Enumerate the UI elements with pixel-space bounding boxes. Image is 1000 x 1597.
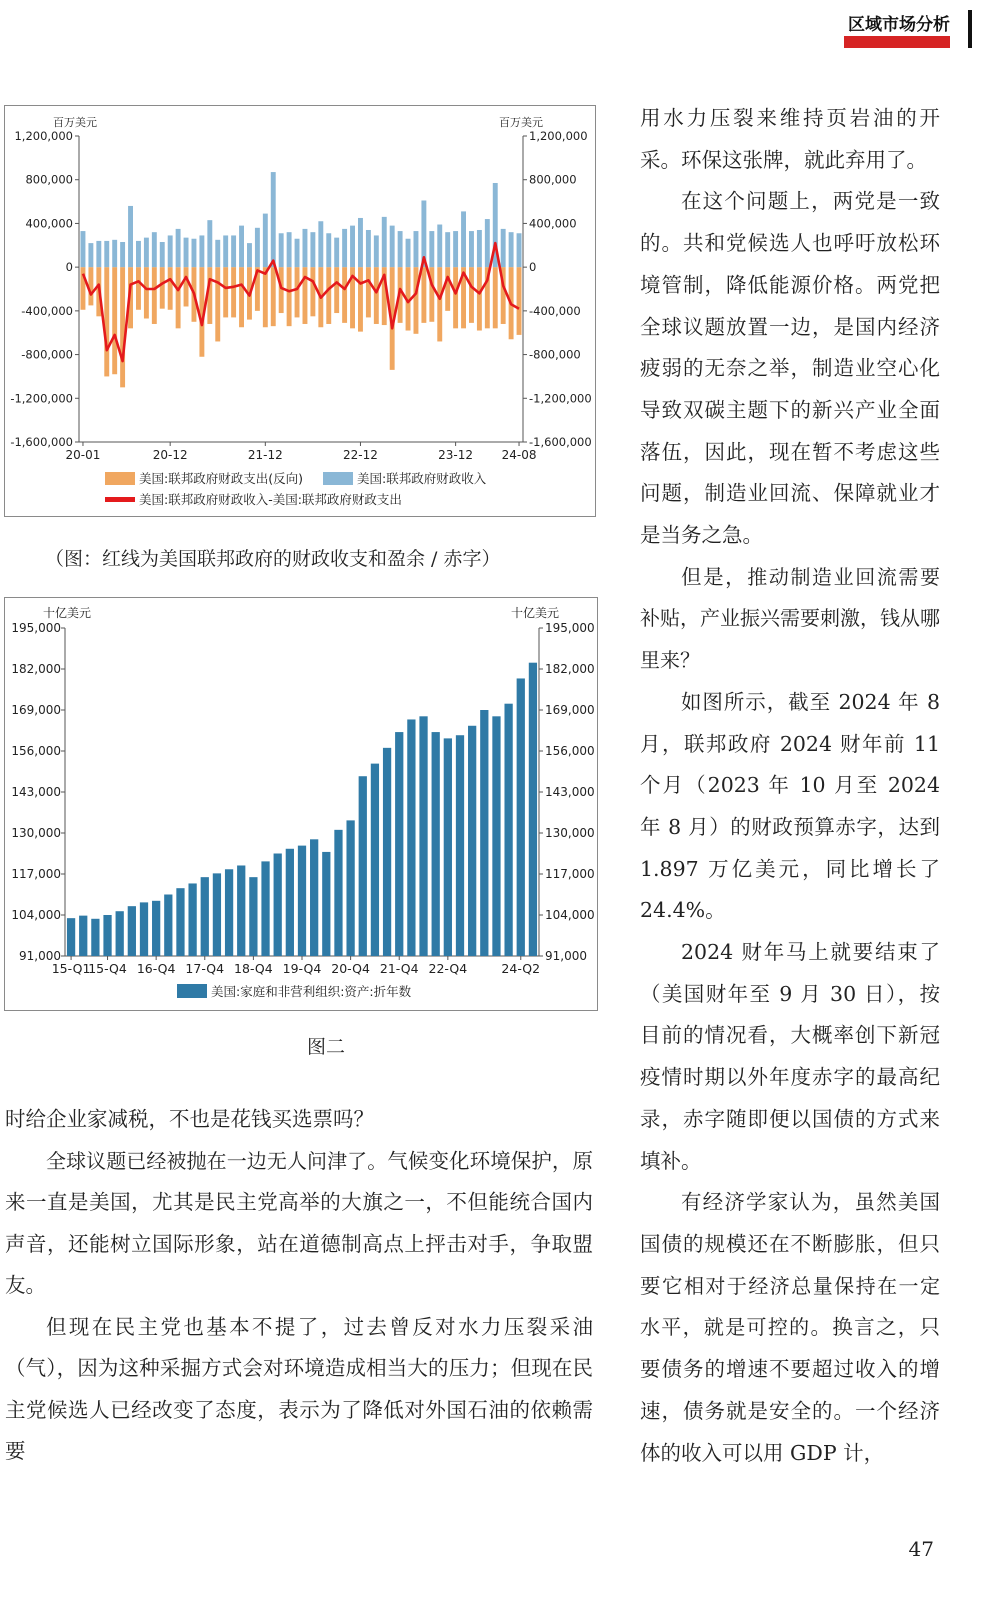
page-number: 47 <box>908 1537 934 1561</box>
outlay-bar <box>112 267 117 374</box>
legend-swatch-assets <box>177 984 207 998</box>
y-tick-label-left: 156,000 <box>11 744 61 758</box>
x-tick-label: 16-Q4 <box>136 961 176 976</box>
receipt-bar <box>271 172 276 267</box>
outlay-bar <box>414 267 419 334</box>
receipt-bar <box>176 229 181 267</box>
outlay-bar <box>303 267 308 324</box>
receipt-bar <box>136 241 141 267</box>
outlay-bar <box>493 267 498 328</box>
y-tick-label-right: 182,000 <box>545 662 595 676</box>
receipt-bar <box>239 226 244 268</box>
y-tick-label-left: 104,000 <box>11 908 61 922</box>
article-left-column <box>5 1099 593 1473</box>
outlay-bar <box>437 267 442 341</box>
receipt-bar <box>199 235 204 267</box>
outlay-bar <box>445 267 450 311</box>
y-tick-label-left: 130,000 <box>11 826 61 840</box>
y-tick-label-right: 156,000 <box>545 744 595 758</box>
article-right-column <box>640 98 940 1474</box>
receipt-bar <box>168 235 173 267</box>
asset-bar <box>468 726 476 956</box>
y-tick-label-left: -800,000 <box>21 347 73 362</box>
outlay-bar <box>477 267 482 330</box>
asset-bar <box>371 764 379 956</box>
receipt-bar <box>144 238 149 268</box>
outlay-bar <box>160 267 165 309</box>
receipt-bar <box>104 241 109 267</box>
y-tick-label-left: 0 <box>65 260 73 275</box>
left-unit-label: 百万美元 <box>53 116 97 129</box>
paragraph-text: 气候变化环境保护，原来一直是美国，尤其是民主党高举的大旗之一，不但能统合国内声音，还能树立国际形象，站在道德制高点上抨击对手，争取盟友。 <box>5 1148 594 1297</box>
receipt-bar <box>429 231 434 267</box>
receipt-bar <box>184 238 189 268</box>
x-tick-label: 15-Q1 <box>51 961 91 976</box>
receipt-bar <box>509 232 514 267</box>
y-tick-label-right: -1,600,000 <box>529 435 592 449</box>
outlay-bar <box>168 267 173 310</box>
outlay-bar <box>152 267 157 324</box>
y-tick-label-right: -800,000 <box>529 347 581 362</box>
receipt-bar <box>88 243 93 267</box>
y-tick-label-left: 91,000 <box>19 949 61 963</box>
receipt-bar <box>112 240 117 267</box>
receipt-bar <box>247 243 252 267</box>
asset-bar <box>201 877 209 956</box>
outlay-bar <box>334 267 339 313</box>
receipt-bar <box>477 230 482 267</box>
paragraph-text: 有经济学家认为，虽然美国国债的规模还在不断膨胀，但只要它 <box>640 1190 940 1298</box>
asset-bar <box>152 901 160 956</box>
paragraph-text: 用水力压裂来维持页岩油的开采。环保这张牌，就此弃用了。 <box>640 106 940 172</box>
x-tick-label: 24-08 <box>501 448 537 462</box>
y-tick-label-right: 117,000 <box>545 867 595 881</box>
paragraph <box>640 682 940 932</box>
y-tick-label-left: 195,000 <box>11 621 61 635</box>
y-tick-label-right: 0 <box>529 260 537 275</box>
y-tick-label-left: 1,200,000 <box>14 129 73 143</box>
asset-bar <box>310 839 318 956</box>
x-tick-label: 18-Q4 <box>234 961 273 976</box>
emphasis-text: 相对于经济总量保持在一定水平，就是可控的 <box>640 1273 941 1340</box>
paragraph-text: 时给企业家减税，不也是花钱买选票吗？ <box>5 1107 374 1131</box>
asset-bar <box>164 895 172 957</box>
paragraph <box>5 1099 593 1141</box>
y-tick-label-left: 169,000 <box>11 703 61 717</box>
receipt-bar <box>350 226 355 268</box>
receipt-bar <box>382 217 387 267</box>
y-tick-label-left: 400,000 <box>25 216 73 231</box>
paragraph <box>640 181 940 556</box>
outlay-bar <box>263 267 268 327</box>
outlay-bar <box>279 267 284 313</box>
y-tick-label-right: 195,000 <box>545 621 595 635</box>
x-tick-label: 22-12 <box>343 448 378 462</box>
legend-label-outlays: 美国:联邦政府财政支出(反向) <box>139 471 303 486</box>
receipt-bar <box>152 232 157 267</box>
outlay-bar <box>453 267 458 328</box>
asset-bar <box>492 716 500 956</box>
receipt-bar <box>255 228 260 267</box>
receipt-bar <box>326 233 331 267</box>
receipt-bar <box>318 221 323 267</box>
y-tick-label-right: 104,000 <box>545 908 595 922</box>
asset-bar <box>346 820 354 956</box>
asset-bar <box>529 663 537 956</box>
y-tick-label-right: 800,000 <box>529 172 577 187</box>
receipt-bar <box>366 230 371 267</box>
receipt-bar <box>342 229 347 267</box>
receipt-bar <box>160 242 165 267</box>
paragraph <box>640 557 940 682</box>
receipt-bar <box>374 235 379 267</box>
asset-bar <box>128 906 136 956</box>
asset-bar <box>116 911 124 956</box>
x-tick-label: 21-12 <box>247 448 283 462</box>
outlay-bar <box>326 267 331 324</box>
paragraph-text: 如图所示，截至 2024 年 8 月，联邦政府 2024 财年前 11 个月（2023 年 10 月至 2024 年 8 月）的财政预算赤字，达到 1.897 万亿美元，同比增长了 24.4%。 <box>640 689 940 923</box>
outlay-bar <box>81 267 86 310</box>
x-tick-label: 17-Q4 <box>185 961 225 976</box>
outlay-bar <box>231 267 236 317</box>
paragraph <box>5 1307 593 1473</box>
outlay-bar <box>517 267 522 335</box>
receipt-bar <box>501 229 506 267</box>
asset-bar <box>188 883 196 956</box>
legend-label-assets: 美国:家庭和非营利组织:资产:折年数 <box>211 984 412 999</box>
emphasis-text: 全球议题已经被抛在一边无人问津了。 <box>46 1148 388 1173</box>
receipt-bar <box>485 219 490 267</box>
legend-swatch-outlays <box>105 472 135 485</box>
legend-label-balance: 美国:联邦政府财政收入-美国:联邦政府财政支出 <box>139 492 402 507</box>
y-tick-label-right: 169,000 <box>545 703 595 717</box>
receipt-bar <box>263 214 268 268</box>
emphasis-text: 推动制造业回流需要补贴，产业振兴需要刺激，钱从哪里来？ <box>640 564 941 673</box>
x-tick-label: 23-12 <box>438 448 474 462</box>
paragraph-text: 但是， <box>681 564 748 589</box>
section-red-bar <box>844 36 950 48</box>
y-tick-label-left: 143,000 <box>11 785 61 799</box>
outlay-bar <box>120 267 125 387</box>
section-divider-bar <box>968 10 972 48</box>
paragraph-text: 在这个问题上，两党是一致的。共和党候选人也呼吁放松环境管制，降低能源价格。两党把全球议题放置一边，是国内经济疲弱的无奈之举，制造业空心化导致双碳主题下的新兴产业全面落伍，因此，现在暂不考虑这些问题，制造业回流、保障就业才是当务之急。 <box>640 189 940 548</box>
asset-bar <box>213 873 221 956</box>
x-tick-label: 20-12 <box>152 448 188 462</box>
fiscal-balance-chart <box>4 105 596 517</box>
section-title: 区域市场分析 <box>848 15 950 35</box>
y-tick-label-left: -400,000 <box>21 303 73 318</box>
y-tick-label-left: 182,000 <box>11 662 61 676</box>
section-header <box>842 6 972 46</box>
paragraph <box>5 1141 593 1307</box>
asset-bar <box>286 849 294 956</box>
outlay-bar <box>358 267 363 331</box>
receipt-bar <box>406 239 411 267</box>
outlay-bar <box>310 267 315 316</box>
receipt-bar <box>437 225 442 268</box>
legend-swatch-receipts <box>323 472 353 485</box>
asset-bar <box>456 735 464 956</box>
x-tick-label: 21-Q4 <box>379 961 419 976</box>
right-unit-label: 十亿美元 <box>511 606 560 620</box>
asset-bar <box>140 902 148 956</box>
asset-bar <box>103 915 111 956</box>
y-tick-label-right: 91,000 <box>545 949 587 963</box>
asset-bar <box>298 846 306 956</box>
outlay-bar <box>176 267 181 328</box>
receipt-bar <box>120 242 125 267</box>
outlay-bar <box>421 267 426 323</box>
asset-bar <box>444 738 452 956</box>
receipt-bar <box>303 229 308 267</box>
legend-label-receipts: 美国:联邦政府财政收入 <box>357 471 487 486</box>
outlay-bar <box>366 267 371 317</box>
right-unit-label: 百万美元 <box>499 116 543 129</box>
y-tick-label-right: 130,000 <box>545 826 595 840</box>
asset-bar <box>383 748 391 956</box>
asset-bar <box>79 916 87 956</box>
asset-bar <box>334 830 342 956</box>
asset-bar <box>395 732 403 956</box>
y-tick-label-left: -1,200,000 <box>10 391 73 406</box>
x-tick-label: 19-Q4 <box>282 961 322 976</box>
outlay-bar <box>342 267 347 323</box>
receipt-bar <box>279 233 284 267</box>
y-tick-label-right: 400,000 <box>529 216 577 231</box>
receipt-bar <box>223 235 228 267</box>
receipt-bar <box>192 239 197 267</box>
asset-bar <box>419 716 427 956</box>
figure2-caption: 图二 <box>307 1036 346 1058</box>
outlay-bar <box>88 267 93 305</box>
receipt-bar <box>207 220 212 267</box>
receipt-bar <box>334 238 339 268</box>
receipt-bar <box>358 218 363 267</box>
outlay-bar <box>374 267 379 324</box>
asset-bar <box>67 918 75 956</box>
receipt-bar <box>215 240 220 267</box>
outlay-bar <box>469 267 474 323</box>
outlay-bar <box>223 267 228 317</box>
receipt-bar <box>414 231 419 267</box>
asset-bar <box>261 861 269 956</box>
receipt-bar <box>128 206 133 267</box>
asset-bar <box>407 719 415 956</box>
household-assets-chart <box>4 597 598 1011</box>
receipt-bar <box>295 239 300 267</box>
outlay-bar <box>136 267 141 310</box>
outlay-bar <box>104 267 109 376</box>
y-tick-label-left: -1,600,000 <box>10 435 73 449</box>
outlay-bar <box>184 267 189 306</box>
receipt-bar <box>445 232 450 267</box>
y-tick-label-right: -1,200,000 <box>529 391 592 406</box>
asset-bar <box>322 852 330 956</box>
y-tick-label-left: 800,000 <box>25 172 73 187</box>
outlay-bar <box>271 267 276 326</box>
legend-swatch-balance <box>105 497 135 502</box>
paragraph-text: 2024 财年马上就要结束了（美国财年至 9 月 30 日），按目前的情况看，大概率创下新冠疫情时期以外年度赤字的最高纪录，赤字随即便以国债的方式来填补。 <box>640 940 940 1173</box>
receipt-bar <box>517 233 522 267</box>
x-tick-label: 20-01 <box>65 448 101 462</box>
asset-bar <box>176 888 184 956</box>
x-tick-label: 22-Q4 <box>428 961 468 976</box>
asset-bar <box>504 704 512 956</box>
receipt-bar <box>461 211 466 267</box>
asset-bar <box>237 865 245 956</box>
receipt-bar <box>398 231 403 267</box>
receipt-bar <box>81 231 86 267</box>
paragraph <box>640 1182 940 1474</box>
asset-bar <box>91 919 99 956</box>
y-tick-label-left: 117,000 <box>11 867 61 881</box>
asset-bar <box>249 877 257 956</box>
x-tick-label: 24-Q2 <box>501 961 541 976</box>
asset-bar <box>274 854 282 957</box>
y-tick-label-right: 1,200,000 <box>529 129 588 143</box>
y-tick-label-right: 143,000 <box>545 785 595 799</box>
asset-bar <box>225 869 233 956</box>
y-tick-label-right: -400,000 <box>529 303 581 318</box>
outlay-bar <box>295 267 300 317</box>
receipt-bar <box>310 232 315 267</box>
outlay-bar <box>287 267 292 326</box>
receipt-bar <box>287 232 292 267</box>
household-assets-chart-svg <box>5 598 597 1010</box>
receipt-bar <box>453 231 458 267</box>
asset-bar <box>517 678 525 956</box>
paragraph-text: 。换言之，只要债务的增速不要超过收入的增速，债务就是安全的。一个经济体的收入可以用 GDP 计， <box>640 1315 941 1465</box>
receipt-bar <box>96 241 101 267</box>
asset-bar <box>432 732 440 956</box>
paragraph <box>640 98 940 181</box>
receipt-bar <box>390 226 395 268</box>
fiscal-balance-chart-svg <box>5 106 595 516</box>
figure1-caption: （图：红线为美国联邦政府的财政收支和盈余 / 赤字） <box>45 548 501 570</box>
paragraph-text: 但现在民主党也基本不提了，过去曾反对水力压裂采油（气），因为这种采掘方式会对环境造成相当大的压力；但现在民主党候选人已经改变了态度，表示为了降低对外国石油的依赖需要 <box>5 1314 593 1463</box>
asset-bar <box>480 710 488 956</box>
outlay-bar <box>215 267 220 341</box>
receipt-bar <box>231 235 236 267</box>
outlay-bar <box>239 267 244 327</box>
paragraph <box>640 932 940 1182</box>
asset-bar <box>359 776 367 956</box>
left-unit-label: 十亿美元 <box>43 606 92 620</box>
outlay-bar <box>144 267 149 318</box>
x-tick-label: 15-Q4 <box>88 961 127 976</box>
x-tick-label: 20-Q4 <box>331 961 370 976</box>
receipt-bar <box>469 231 474 267</box>
